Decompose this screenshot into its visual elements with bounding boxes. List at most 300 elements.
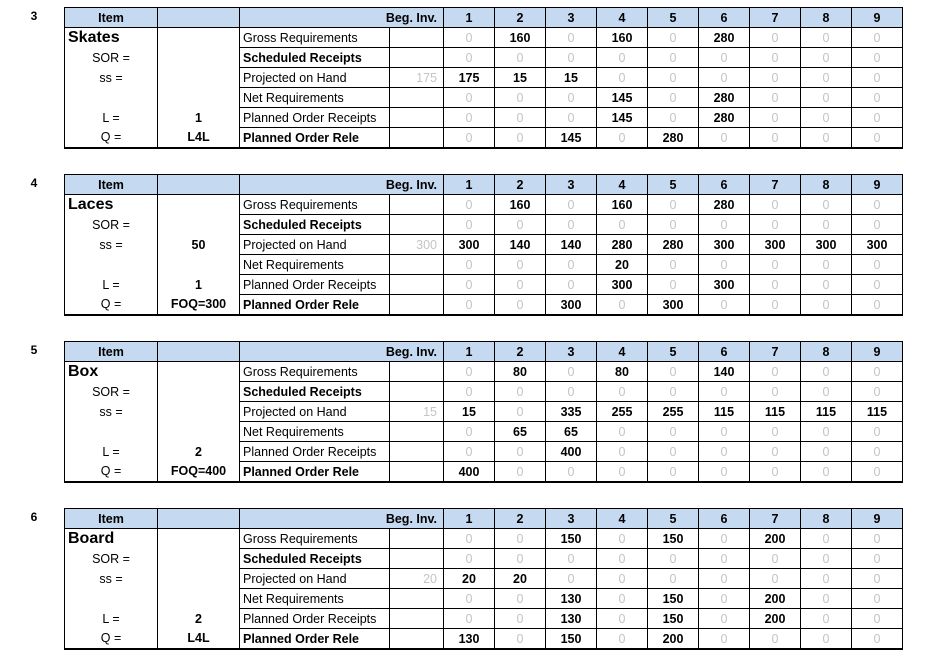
header-period: 8: [801, 8, 852, 28]
period-cell: 0: [852, 609, 903, 629]
period-cell: 300: [648, 295, 699, 316]
period-cell: 0: [750, 569, 801, 589]
period-cell: 0: [648, 569, 699, 589]
q-label: [65, 128, 158, 149]
period-cell: 280: [699, 88, 750, 108]
period-cell: 0: [801, 108, 852, 128]
period-cell: 0: [852, 28, 903, 48]
period-cell: 280: [699, 108, 750, 128]
period-cell: 0: [495, 215, 546, 235]
period-cell: 0: [852, 422, 903, 442]
period-cell: 0: [801, 422, 852, 442]
period-cell: 0: [495, 589, 546, 609]
row-rel: [65, 462, 903, 483]
blank-cell: [390, 108, 444, 128]
period-cell: 130: [444, 629, 495, 650]
period-cell: 0: [648, 88, 699, 108]
period-cell: 140: [699, 362, 750, 382]
period-cell: 0: [495, 275, 546, 295]
row-por: [65, 275, 903, 295]
sor-label-text: SOR =: [92, 217, 130, 232]
header-period: 8: [801, 175, 852, 195]
row-label-sched: Scheduled Receipts: [240, 549, 390, 569]
header-period: 9: [852, 175, 903, 195]
blank-cell: [390, 255, 444, 275]
period-cell: 0: [801, 28, 852, 48]
l-label: [65, 108, 158, 128]
block-number: 3: [30, 9, 38, 23]
period-cell: 0: [444, 255, 495, 275]
period-cell: 0: [852, 48, 903, 68]
blank-cell: [158, 255, 240, 275]
l-value: 1: [158, 108, 240, 128]
period-cell: 0: [801, 549, 852, 569]
row-label-sched: Scheduled Receipts: [240, 215, 390, 235]
period-cell: 0: [750, 462, 801, 483]
l-value: 2: [158, 609, 240, 629]
period-cell: 160: [495, 28, 546, 48]
blank-cell: [65, 88, 158, 108]
period-cell: 0: [699, 255, 750, 275]
period-cell: 80: [597, 362, 648, 382]
period-cell: 0: [495, 48, 546, 68]
blank-cell: [158, 195, 240, 215]
blank-cell: [390, 275, 444, 295]
mrp-table: [64, 7, 903, 149]
row-gross: [65, 195, 903, 215]
period-cell: 0: [495, 255, 546, 275]
row-label-gross: Gross Requirements: [240, 195, 390, 215]
blank-cell: [390, 442, 444, 462]
l-label: [65, 275, 158, 295]
sor-value: [158, 48, 240, 68]
header-period: 7: [750, 509, 801, 529]
period-cell: 175: [444, 68, 495, 88]
period-cell: 0: [750, 362, 801, 382]
blank-cell: [65, 422, 158, 442]
q-label: [65, 295, 158, 316]
header-beg-inv: Beg. Inv.: [240, 509, 444, 529]
blank-cell: [390, 529, 444, 549]
period-cell: 150: [648, 589, 699, 609]
header-period: 3: [546, 509, 597, 529]
period-cell: 0: [801, 215, 852, 235]
period-cell: 0: [750, 382, 801, 402]
blank-cell: [390, 195, 444, 215]
period-cell: 0: [444, 529, 495, 549]
row-proj: [65, 235, 903, 255]
row-label-proj: Projected on Hand: [240, 402, 390, 422]
period-cell: 0: [495, 295, 546, 316]
header-period: 1: [444, 8, 495, 28]
blank-cell: [158, 589, 240, 609]
header-period: 2: [495, 342, 546, 362]
row-label-proj: Projected on Hand: [240, 68, 390, 88]
row-proj: [65, 402, 903, 422]
beg-inv-value: 300: [390, 235, 444, 255]
period-cell: 0: [597, 569, 648, 589]
l-value: 2: [158, 442, 240, 462]
period-cell: 0: [648, 68, 699, 88]
period-cell: 200: [648, 629, 699, 650]
ss-label-text: ss =: [99, 70, 123, 85]
row-por: [65, 108, 903, 128]
row-label-por: Planned Order Receipts: [240, 275, 390, 295]
period-cell: 0: [801, 382, 852, 402]
row-label-proj: Projected on Hand: [240, 235, 390, 255]
blank-cell: [390, 128, 444, 149]
period-cell: 280: [648, 128, 699, 149]
period-cell: 20: [444, 569, 495, 589]
header-period: 2: [495, 8, 546, 28]
header-item: Item: [65, 509, 158, 529]
period-cell: 0: [597, 589, 648, 609]
period-cell: 140: [495, 235, 546, 255]
sor-label: [65, 215, 158, 235]
period-cell: 0: [495, 88, 546, 108]
ss-value: 50: [158, 235, 240, 255]
row-label-sched: Scheduled Receipts: [240, 48, 390, 68]
period-cell: 0: [699, 569, 750, 589]
period-cell: 0: [495, 402, 546, 422]
period-cell: 0: [648, 382, 699, 402]
period-cell: 115: [699, 402, 750, 422]
header-period: 4: [597, 509, 648, 529]
header-period: 6: [699, 509, 750, 529]
row-rel: [65, 295, 903, 316]
period-cell: 0: [750, 215, 801, 235]
blank-cell: [158, 28, 240, 48]
header-item: Item: [65, 8, 158, 28]
period-cell: 300: [699, 235, 750, 255]
row-gross: [65, 529, 903, 549]
blank-cell: [390, 629, 444, 650]
sor-label: [65, 549, 158, 569]
ss-label: [65, 68, 158, 88]
period-cell: 0: [750, 442, 801, 462]
period-cell: 0: [444, 549, 495, 569]
blank-cell: [390, 609, 444, 629]
row-label-net: Net Requirements: [240, 422, 390, 442]
period-cell: 300: [801, 235, 852, 255]
period-cell: 335: [546, 402, 597, 422]
period-cell: 20: [495, 569, 546, 589]
period-cell: 0: [852, 108, 903, 128]
period-cell: 0: [801, 442, 852, 462]
period-cell: 0: [597, 382, 648, 402]
period-cell: 0: [750, 422, 801, 442]
row-sched: [65, 382, 903, 402]
row-por: [65, 609, 903, 629]
period-cell: 0: [597, 442, 648, 462]
period-cell: 80: [495, 362, 546, 382]
blank-cell: [158, 88, 240, 108]
period-cell: 0: [801, 529, 852, 549]
period-cell: 255: [597, 402, 648, 422]
header-period: 9: [852, 342, 903, 362]
period-cell: 0: [444, 108, 495, 128]
period-cell: 0: [699, 529, 750, 549]
period-cell: 0: [444, 215, 495, 235]
q-label: [65, 462, 158, 483]
q-label-text: Q =: [100, 297, 122, 312]
period-cell: 0: [852, 629, 903, 650]
header-period: 3: [546, 8, 597, 28]
period-cell: 0: [852, 462, 903, 483]
sor-label-text: SOR =: [92, 384, 130, 399]
period-cell: 0: [444, 382, 495, 402]
period-cell: 0: [495, 529, 546, 549]
period-cell: 0: [750, 195, 801, 215]
period-cell: 0: [648, 48, 699, 68]
row-sched: [65, 215, 903, 235]
q-value: L4L: [158, 128, 240, 149]
period-cell: 20: [597, 255, 648, 275]
period-cell: 0: [495, 108, 546, 128]
row-net: [65, 88, 903, 108]
q-value: FOQ=300: [158, 295, 240, 316]
period-cell: 0: [852, 362, 903, 382]
period-cell: 0: [699, 48, 750, 68]
period-cell: 0: [444, 195, 495, 215]
period-cell: 0: [648, 362, 699, 382]
header-item: Item: [65, 175, 158, 195]
period-cell: 0: [699, 589, 750, 609]
blank-cell: [158, 529, 240, 549]
period-cell: 65: [546, 422, 597, 442]
header-period: 4: [597, 175, 648, 195]
row-label-net: Net Requirements: [240, 589, 390, 609]
period-cell: 0: [852, 295, 903, 316]
blank-cell: [390, 88, 444, 108]
blank-cell: [390, 215, 444, 235]
period-cell: 0: [852, 255, 903, 275]
header-row: [65, 175, 903, 195]
period-cell: 0: [699, 609, 750, 629]
ss-label-text: ss =: [99, 404, 123, 419]
period-cell: 0: [699, 422, 750, 442]
blank-cell: [390, 422, 444, 442]
beg-inv-value: 20: [390, 569, 444, 589]
item-name: Skates: [65, 28, 158, 48]
period-cell: 0: [699, 442, 750, 462]
header-period: 8: [801, 342, 852, 362]
ss-label: [65, 402, 158, 422]
row-label-rel: Planned Order Rele: [240, 128, 390, 149]
row-label-por: Planned Order Receipts: [240, 609, 390, 629]
row-label-proj: Projected on Hand: [240, 569, 390, 589]
period-cell: 15: [444, 402, 495, 422]
sor-label-text: SOR =: [92, 50, 130, 65]
period-cell: 0: [546, 549, 597, 569]
period-cell: 0: [750, 48, 801, 68]
period-cell: 200: [750, 609, 801, 629]
period-cell: 115: [750, 402, 801, 422]
period-cell: 0: [648, 28, 699, 48]
blank-cell: [390, 48, 444, 68]
row-label-sched: Scheduled Receipts: [240, 382, 390, 402]
row-label-gross: Gross Requirements: [240, 529, 390, 549]
period-cell: 0: [750, 68, 801, 88]
period-cell: 400: [546, 442, 597, 462]
period-cell: 150: [648, 529, 699, 549]
sor-value: [158, 382, 240, 402]
period-cell: 0: [750, 128, 801, 149]
period-cell: 150: [546, 529, 597, 549]
header-beg-inv: Beg. Inv.: [240, 342, 444, 362]
sor-value: [158, 549, 240, 569]
l-value: 1: [158, 275, 240, 295]
l-label-text: L =: [102, 611, 120, 626]
period-cell: 160: [495, 195, 546, 215]
l-label: [65, 609, 158, 629]
period-cell: 0: [648, 442, 699, 462]
period-cell: 0: [750, 549, 801, 569]
period-cell: 0: [546, 462, 597, 483]
block-number: 5: [30, 343, 38, 357]
period-cell: 0: [852, 589, 903, 609]
period-cell: 0: [597, 68, 648, 88]
blank-cell: [390, 589, 444, 609]
period-cell: 0: [852, 549, 903, 569]
sor-label: [65, 48, 158, 68]
row-proj: [65, 68, 903, 88]
ss-label-text: ss =: [99, 237, 123, 252]
header-period: 8: [801, 509, 852, 529]
period-cell: 300: [444, 235, 495, 255]
q-label-text: Q =: [100, 130, 122, 145]
period-cell: 160: [597, 195, 648, 215]
period-cell: 0: [546, 48, 597, 68]
period-cell: 0: [444, 275, 495, 295]
row-rel: [65, 629, 903, 650]
header-period: 9: [852, 8, 903, 28]
row-label-rel: Planned Order Rele: [240, 629, 390, 650]
period-cell: 0: [546, 215, 597, 235]
row-sched: [65, 48, 903, 68]
header-period: 2: [495, 175, 546, 195]
period-cell: 300: [852, 235, 903, 255]
q-value: FOQ=400: [158, 462, 240, 483]
row-sched: [65, 549, 903, 569]
period-cell: 0: [597, 215, 648, 235]
period-cell: 0: [648, 255, 699, 275]
period-cell: 0: [750, 28, 801, 48]
period-cell: 0: [648, 462, 699, 483]
q-value: L4L: [158, 629, 240, 650]
period-cell: 0: [801, 589, 852, 609]
period-cell: 0: [852, 569, 903, 589]
period-cell: 0: [546, 382, 597, 402]
period-cell: 0: [444, 442, 495, 462]
header-period: 4: [597, 8, 648, 28]
period-cell: 130: [546, 609, 597, 629]
period-cell: 0: [495, 462, 546, 483]
period-cell: 0: [597, 549, 648, 569]
row-gross: [65, 28, 903, 48]
period-cell: 0: [444, 295, 495, 316]
period-cell: 0: [444, 28, 495, 48]
blank-cell: [65, 255, 158, 275]
period-cell: 65: [495, 422, 546, 442]
row-label-net: Net Requirements: [240, 88, 390, 108]
l-label-text: L =: [102, 444, 120, 459]
period-cell: 145: [546, 128, 597, 149]
period-cell: 0: [801, 88, 852, 108]
period-cell: 115: [801, 402, 852, 422]
period-cell: 0: [699, 382, 750, 402]
item-name: Laces: [65, 195, 158, 215]
beg-inv-value: 15: [390, 402, 444, 422]
header-period: 5: [648, 342, 699, 362]
period-cell: 0: [852, 128, 903, 149]
q-label-text: Q =: [100, 464, 122, 479]
header-beg-inv: Beg. Inv.: [240, 8, 444, 28]
header-period: 5: [648, 175, 699, 195]
period-cell: 0: [699, 295, 750, 316]
period-cell: 0: [597, 462, 648, 483]
header-period: 6: [699, 342, 750, 362]
period-cell: 0: [495, 629, 546, 650]
period-cell: 0: [597, 629, 648, 650]
period-cell: 0: [750, 629, 801, 650]
header-period: 6: [699, 8, 750, 28]
period-cell: 0: [648, 549, 699, 569]
period-cell: 0: [852, 215, 903, 235]
sor-label-text: SOR =: [92, 551, 130, 566]
period-cell: 300: [750, 235, 801, 255]
l-label-text: L =: [102, 110, 120, 125]
row-net: [65, 422, 903, 442]
header-row: [65, 342, 903, 362]
period-cell: 0: [801, 48, 852, 68]
header-blank: [158, 509, 240, 529]
header-period: 9: [852, 509, 903, 529]
blank-cell: [390, 462, 444, 483]
period-cell: 300: [597, 275, 648, 295]
period-cell: 300: [546, 295, 597, 316]
ss-label: [65, 569, 158, 589]
blank-cell: [390, 362, 444, 382]
period-cell: 0: [750, 275, 801, 295]
period-cell: 0: [444, 609, 495, 629]
period-cell: 0: [801, 569, 852, 589]
row-label-por: Planned Order Receipts: [240, 442, 390, 462]
q-label: [65, 629, 158, 650]
row-gross: [65, 362, 903, 382]
period-cell: 150: [546, 629, 597, 650]
period-cell: 15: [546, 68, 597, 88]
header-item: Item: [65, 342, 158, 362]
blank-cell: [390, 295, 444, 316]
period-cell: 0: [801, 195, 852, 215]
period-cell: 0: [852, 88, 903, 108]
block-number: 6: [30, 510, 38, 524]
header-period: 1: [444, 509, 495, 529]
period-cell: 255: [648, 402, 699, 422]
header-blank: [158, 8, 240, 28]
period-cell: 0: [648, 422, 699, 442]
blank-cell: [158, 422, 240, 442]
period-cell: 0: [648, 275, 699, 295]
header-beg-inv: Beg. Inv.: [240, 175, 444, 195]
period-cell: 0: [546, 362, 597, 382]
header-period: 5: [648, 8, 699, 28]
period-cell: 0: [444, 88, 495, 108]
period-cell: 0: [801, 295, 852, 316]
period-cell: 0: [495, 609, 546, 629]
row-label-net: Net Requirements: [240, 255, 390, 275]
